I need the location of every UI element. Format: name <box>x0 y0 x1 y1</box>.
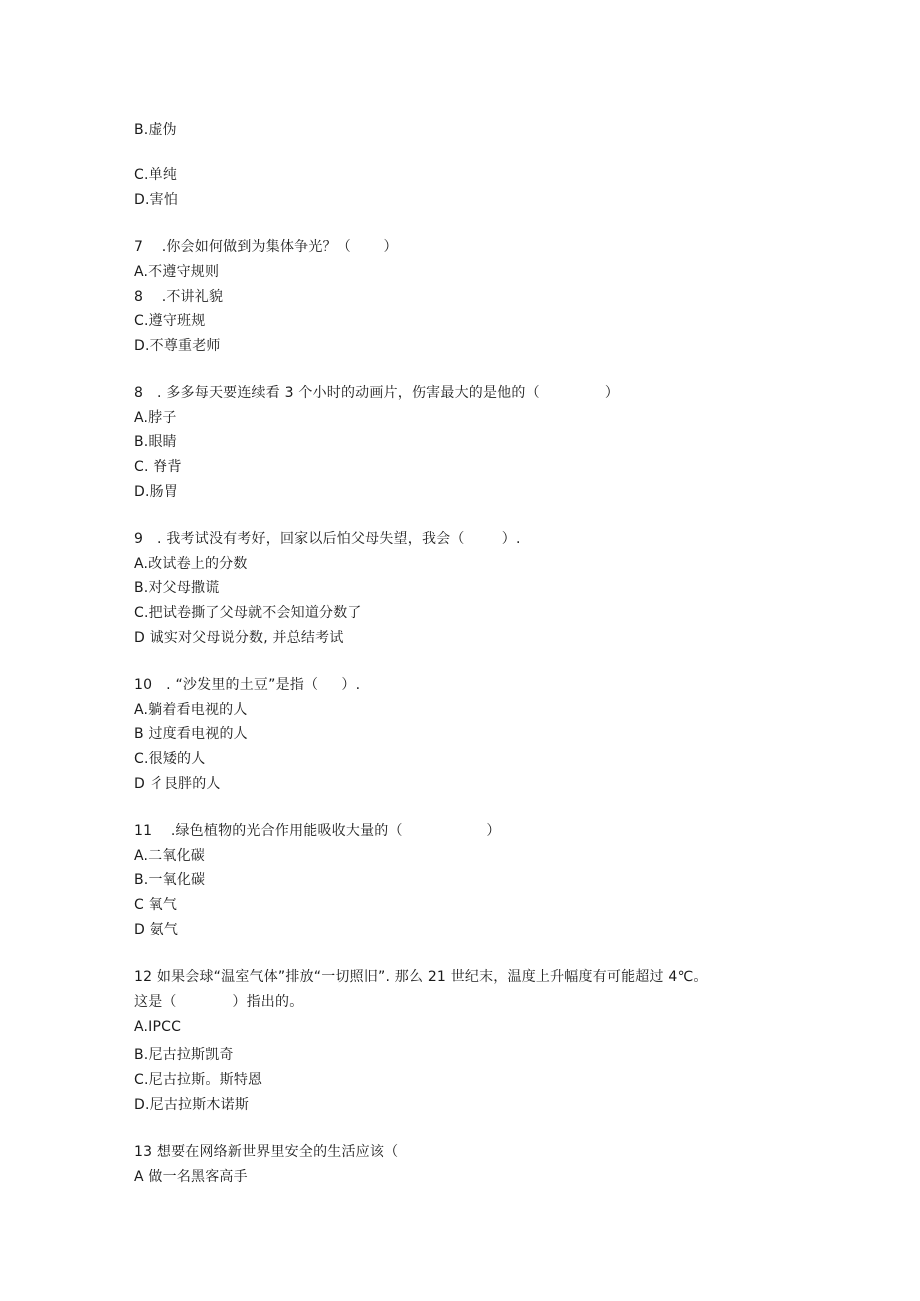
q6-option-c: C.单纯 <box>134 167 178 183</box>
q10-option-a: A.躺着看电视的人 <box>134 702 248 718</box>
q9-question: 9 . 我考试没有考好，回家以后怕父母失望，我会（ ）. <box>134 531 521 547</box>
q10-option-c: C.很矮的人 <box>134 751 206 767</box>
q12-option-a: A.IPCC <box>134 1019 182 1035</box>
q13-option-a: A 做一名黑客高手 <box>134 1169 248 1185</box>
q12-option-d: D.尼古拉斯木诺斯 <box>134 1097 250 1113</box>
q11-option-d: D 氨气 <box>134 922 179 938</box>
q11-question: 11 .绿色植物的光合作用能吸收大量的（ ） <box>134 823 501 839</box>
q9-option-d: D 诚实对父母说分数, 并总结考试 <box>134 630 344 646</box>
q8-option-d: D.肠胃 <box>134 484 179 500</box>
q12-question-line1: 12 如果会球“温室气体”排放“一切照旧”. 那么 21 世纪末，温度上升幅度有可能超过 4℃。 <box>134 969 708 985</box>
q12-question-line2: 这是（ ）指出的。 <box>134 994 304 1010</box>
q10-question: 10 . “沙发里的土豆”是指（ ）. <box>134 677 361 693</box>
q8-option-b: B.眼睛 <box>134 434 177 450</box>
q10-option-b: B 过度看电视的人 <box>134 726 248 742</box>
q11-option-b: B.一氧化碳 <box>134 872 206 888</box>
q6-option-b: B.虚伪 <box>134 122 177 138</box>
q7-option-c: C.遵守班规 <box>134 313 206 329</box>
q8-option-a: A.脖子 <box>134 410 177 426</box>
q11-option-c: C 氧气 <box>134 897 178 913</box>
q7-question: 7 .你会如何做到为集体争光？（ ） <box>134 239 398 255</box>
q9-option-a: A.改试卷上的分数 <box>134 556 248 572</box>
q7-option-a: A.不遵守规则 <box>134 264 220 280</box>
q12-option-c: C.尼古拉斯。斯特恩 <box>134 1072 263 1088</box>
q8-question: 8 . 多多每天要连续看 3 个小时的动画片，伤害最大的是他的（ ） <box>134 385 620 401</box>
q12-option-b: B.尼古拉斯凯奇 <box>134 1047 234 1063</box>
q7-option-b: 8 .不讲礼貌 <box>134 289 224 305</box>
q8-option-c: C. 脊背 <box>134 459 182 475</box>
q10-option-d: D 彳艮胖的人 <box>134 776 221 792</box>
q11-option-a: A.二氧化碳 <box>134 848 205 864</box>
q9-option-c: C.把试卷撕了父母就不会知道分数了 <box>134 605 362 621</box>
q13-question: 13 想要在网络新世界里安全的生活应该（ <box>134 1144 399 1160</box>
q6-option-d: D.害怕 <box>134 192 179 208</box>
q9-option-b: B.对父母撒谎 <box>134 580 220 596</box>
q7-option-d: D.不尊重老师 <box>134 338 221 354</box>
